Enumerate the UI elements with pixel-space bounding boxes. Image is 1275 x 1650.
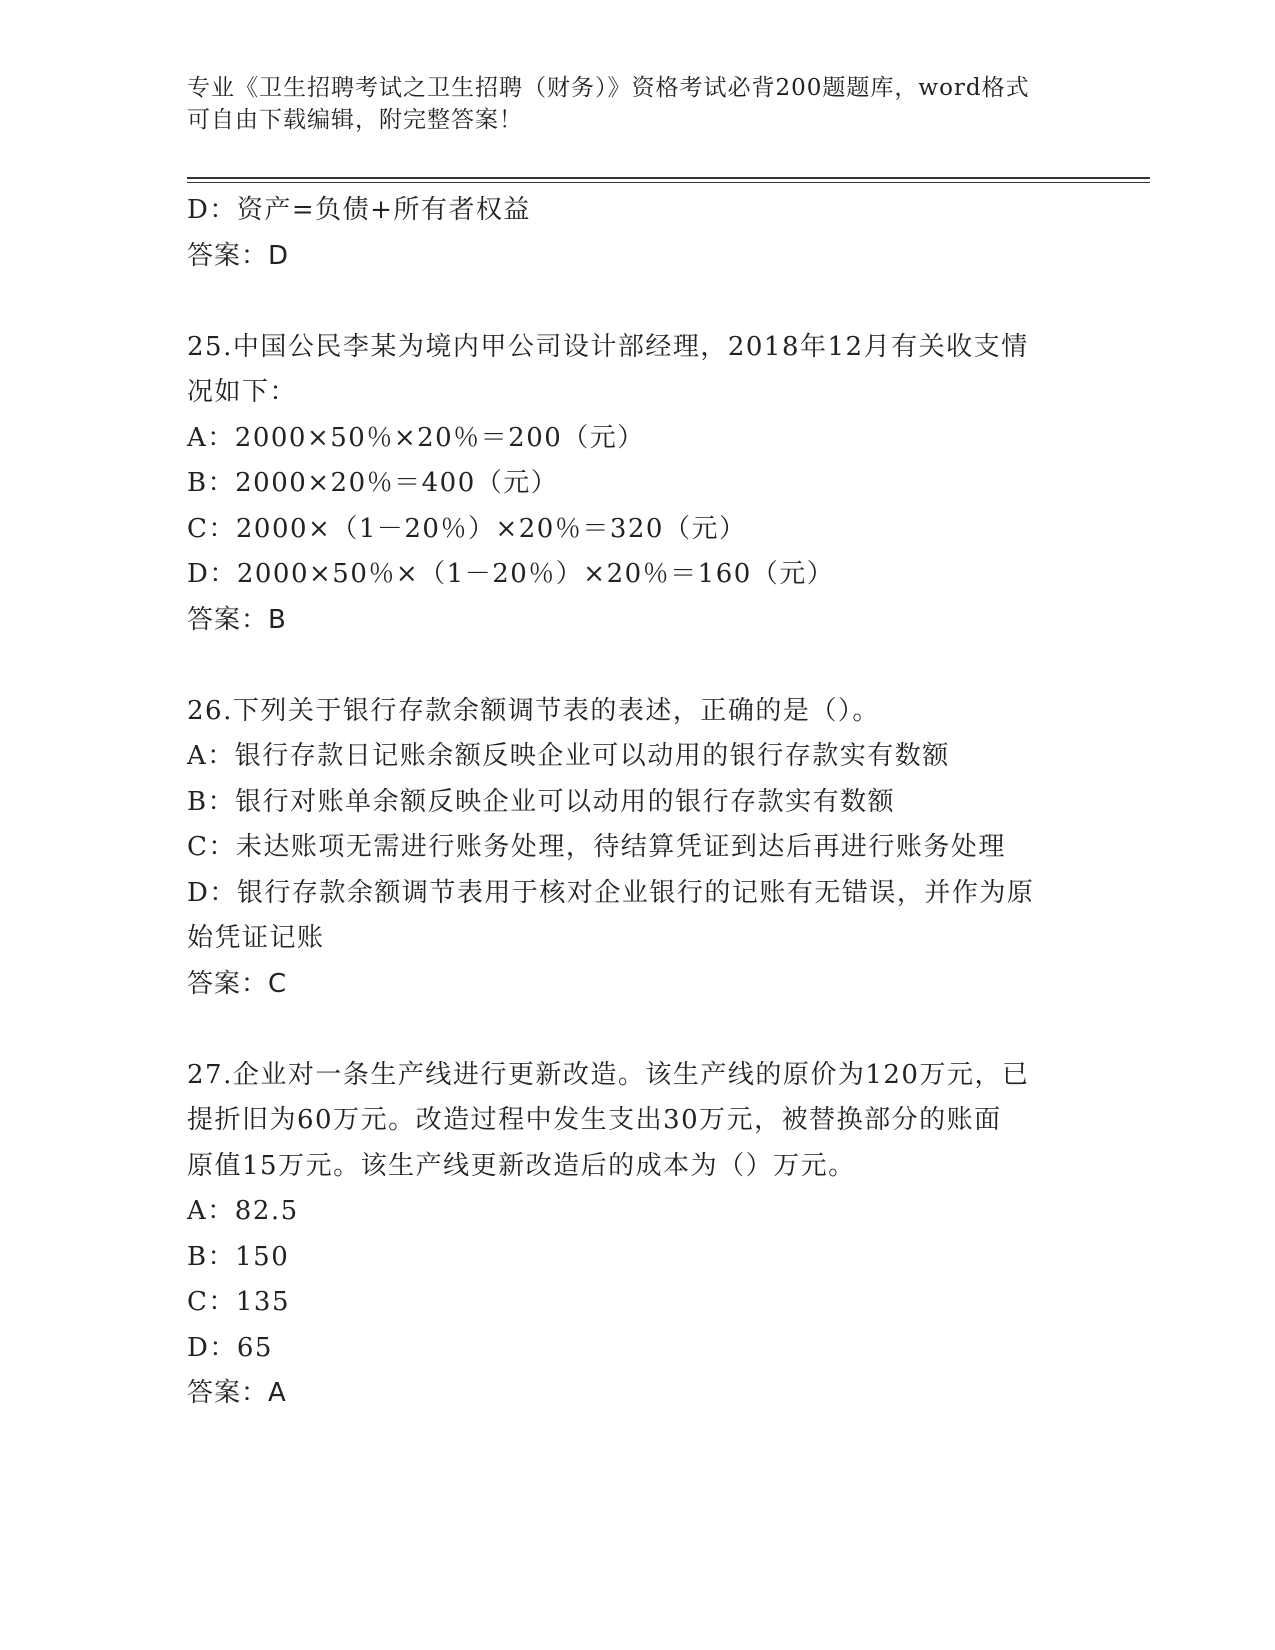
- question-stem-line: 27.企业对一条生产线进行更新改造。该生产线的原价为120万元，已: [187, 1059, 1030, 1090]
- header-divider-thick: [187, 177, 1150, 179]
- question-stem-line: 原值15万元。该生产线更新改造后的成本为（）万元。: [187, 1150, 856, 1181]
- option-b: B：2000×20％＝400（元）: [187, 468, 559, 498]
- question-stem-line: 提折旧为60万元。改造过程中发生支出30万元，被替换部分的账面: [187, 1105, 1002, 1135]
- option-a: A：2000×50％×20％＝200（元）: [187, 422, 645, 453]
- option-d-continuation: 始凭证记账: [187, 923, 325, 953]
- header-title-line-1: 专业《卫生招聘考试之卫生招聘（财务）》资格考试必背200题题库，word格式: [187, 75, 1030, 101]
- answer-text: 答案：D: [187, 240, 290, 271]
- question-stem-line: 26.下列关于银行存款余额调节表的表述，正确的是（）。: [187, 695, 880, 726]
- answer-text: 答案：B: [187, 604, 287, 635]
- header-divider-thin: [187, 182, 1150, 183]
- question-26: [187, 689, 1087, 1008]
- option-d: D：银行存款余额调节表用于核对企业银行的记账有无错误，并作为原: [187, 877, 1035, 908]
- question-spacer: [187, 643, 1087, 689]
- question-spacer: [187, 1007, 1087, 1053]
- header-title-line-2: 可自由下载编辑，附完整答案！: [187, 107, 523, 133]
- option-a: A：82.5: [187, 1196, 299, 1226]
- option-d: D：资产=负债+所有者权益: [187, 195, 531, 225]
- option-d: D：2000×50％×（1－20％）×20％＝160（元）: [187, 559, 835, 589]
- option-c: C：未达账项无需进行账务处理，待结算凭证到达后再进行账务处理: [187, 832, 1006, 862]
- option-b: B：150: [187, 1241, 290, 1272]
- question-stem-line: 25.中国公民李某为境内甲公司设计部经理，2018年12月有关收支情: [187, 331, 1029, 362]
- question-spacer: [187, 279, 1087, 325]
- option-d: D：65: [187, 1332, 273, 1363]
- option-c: C：135: [187, 1287, 291, 1317]
- question-stem-line: 况如下：: [187, 377, 298, 407]
- previous-question-tail: [187, 188, 1087, 279]
- option-c: C：2000×（1－20％）×20％＝320（元）: [187, 513, 747, 544]
- document-header: [187, 72, 1087, 136]
- option-a: A：银行存款日记账余额反映企业可以动用的银行存款实有数额: [187, 741, 950, 771]
- question-25: [187, 325, 1087, 644]
- answer-text: 答案：A: [187, 1378, 287, 1408]
- answer-text: 答案：C: [187, 968, 288, 999]
- question-27: [187, 1053, 1087, 1417]
- option-b: B：银行对账单余额反映企业可以动用的银行存款实有数额: [187, 786, 896, 817]
- question-content: [187, 188, 1087, 1417]
